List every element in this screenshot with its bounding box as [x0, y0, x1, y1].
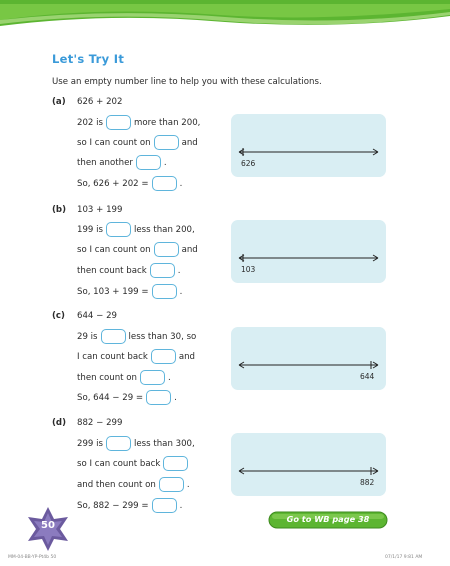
sentence-text: .	[179, 500, 183, 511]
number-line-panel	[231, 433, 386, 496]
number-line-end-label: 882	[360, 478, 375, 487]
footer-code: MM-04-BB-YP-Pt4b 50	[8, 555, 57, 560]
sentence-text: then count back	[77, 265, 147, 276]
answer-box[interactable]	[152, 284, 177, 299]
sentence-text: so I can count back	[77, 458, 161, 469]
answer-box[interactable]	[106, 222, 131, 237]
answer-box[interactable]	[106, 436, 131, 451]
sentence-text: I can count back	[77, 351, 148, 362]
sentence-text: and	[181, 244, 198, 255]
sentence-text: less than 300,	[134, 438, 195, 449]
sentence-text: 202 is	[77, 117, 103, 128]
sentence-line	[77, 390, 177, 405]
sentence-text: more than 200,	[134, 117, 201, 128]
sentence-line	[77, 370, 171, 385]
number-line-panel	[231, 220, 386, 283]
sentence-line	[77, 263, 180, 278]
header-banner	[0, 0, 450, 34]
answer-box[interactable]	[101, 329, 126, 344]
number-line-start-label: 626	[241, 159, 256, 168]
question-label: (c)	[52, 311, 65, 321]
answer-box[interactable]	[152, 176, 177, 191]
sentence-text: less than 200,	[134, 224, 195, 235]
sentence-line	[77, 349, 195, 364]
question-label: (d)	[52, 418, 67, 428]
sentence-text: then count on	[77, 372, 137, 383]
number-line-end-label: 644	[360, 372, 375, 381]
sentence-line	[77, 284, 182, 299]
sentence-text: and	[178, 351, 196, 362]
sentence-text: .	[174, 392, 177, 403]
sentence-text: less than 30, so	[128, 331, 197, 342]
number-line-panel	[231, 327, 386, 390]
sentence-text: So, 882 − 299 =	[77, 500, 149, 511]
answer-box[interactable]	[154, 135, 179, 150]
sentence-text: so I can count on	[77, 244, 151, 255]
go-to-workbook-link[interactable]	[268, 511, 388, 529]
sentence-text: So, 103 + 199 =	[77, 286, 149, 297]
sentence-line	[77, 477, 190, 492]
answer-box[interactable]	[152, 498, 177, 513]
sentence-text: 199 is	[77, 224, 103, 235]
question-expression: 626 + 202	[77, 97, 123, 107]
sentence-text: .	[163, 157, 167, 168]
answer-box[interactable]	[150, 263, 175, 278]
sentence-line	[77, 242, 198, 257]
number-line-start-label: 103	[241, 265, 256, 274]
answer-box[interactable]	[140, 370, 165, 385]
sentence-line	[77, 498, 182, 513]
sentence-text: 299 is	[77, 438, 103, 449]
sentence-text: .	[186, 479, 190, 490]
sentence-line	[77, 135, 198, 150]
question-expression: 644 − 29	[77, 311, 118, 321]
sentence-line	[77, 329, 196, 344]
sentence-text: So, 626 + 202 =	[77, 178, 149, 189]
question-expression: 882 − 299	[77, 418, 123, 428]
sentence-text: 29 is	[77, 331, 98, 342]
answer-box[interactable]	[106, 115, 131, 130]
footer-date: 07/1/17 9:81 AM	[385, 555, 423, 560]
sentence-text: then another	[77, 157, 133, 168]
sentence-line	[77, 115, 200, 130]
answer-box[interactable]	[146, 390, 171, 405]
sentence-line	[77, 456, 191, 471]
page-number: 50	[41, 520, 55, 531]
answer-box[interactable]	[163, 456, 188, 471]
sentence-text: .	[177, 265, 181, 276]
sentence-line	[77, 155, 167, 170]
sentence-line	[77, 436, 195, 451]
answer-box[interactable]	[136, 155, 161, 170]
question-label: (b)	[52, 205, 67, 215]
answer-box[interactable]	[154, 242, 179, 257]
answer-box[interactable]	[151, 349, 176, 364]
page-number-badge	[24, 505, 72, 553]
question-expression: 103 + 199	[77, 205, 123, 215]
sentence-text: .	[167, 372, 171, 383]
page-title: Let's Try It	[52, 52, 125, 66]
answer-box[interactable]	[159, 477, 184, 492]
sentence-text: and	[181, 137, 198, 148]
sentence-text: .	[179, 286, 183, 297]
sentence-text: .	[179, 178, 183, 189]
sentence-text: So, 644 − 29 =	[77, 392, 144, 403]
question-label: (a)	[52, 97, 66, 107]
go-to-workbook-text: Go to WB page 38	[286, 514, 370, 524]
instructions: Use an empty number line to help you with these calculations.	[52, 77, 322, 87]
sentence-line	[77, 222, 195, 237]
sentence-line	[77, 176, 182, 191]
sentence-text: and then count on	[77, 479, 156, 490]
number-line-panel	[231, 114, 386, 177]
sentence-text: so I can count on	[77, 137, 151, 148]
